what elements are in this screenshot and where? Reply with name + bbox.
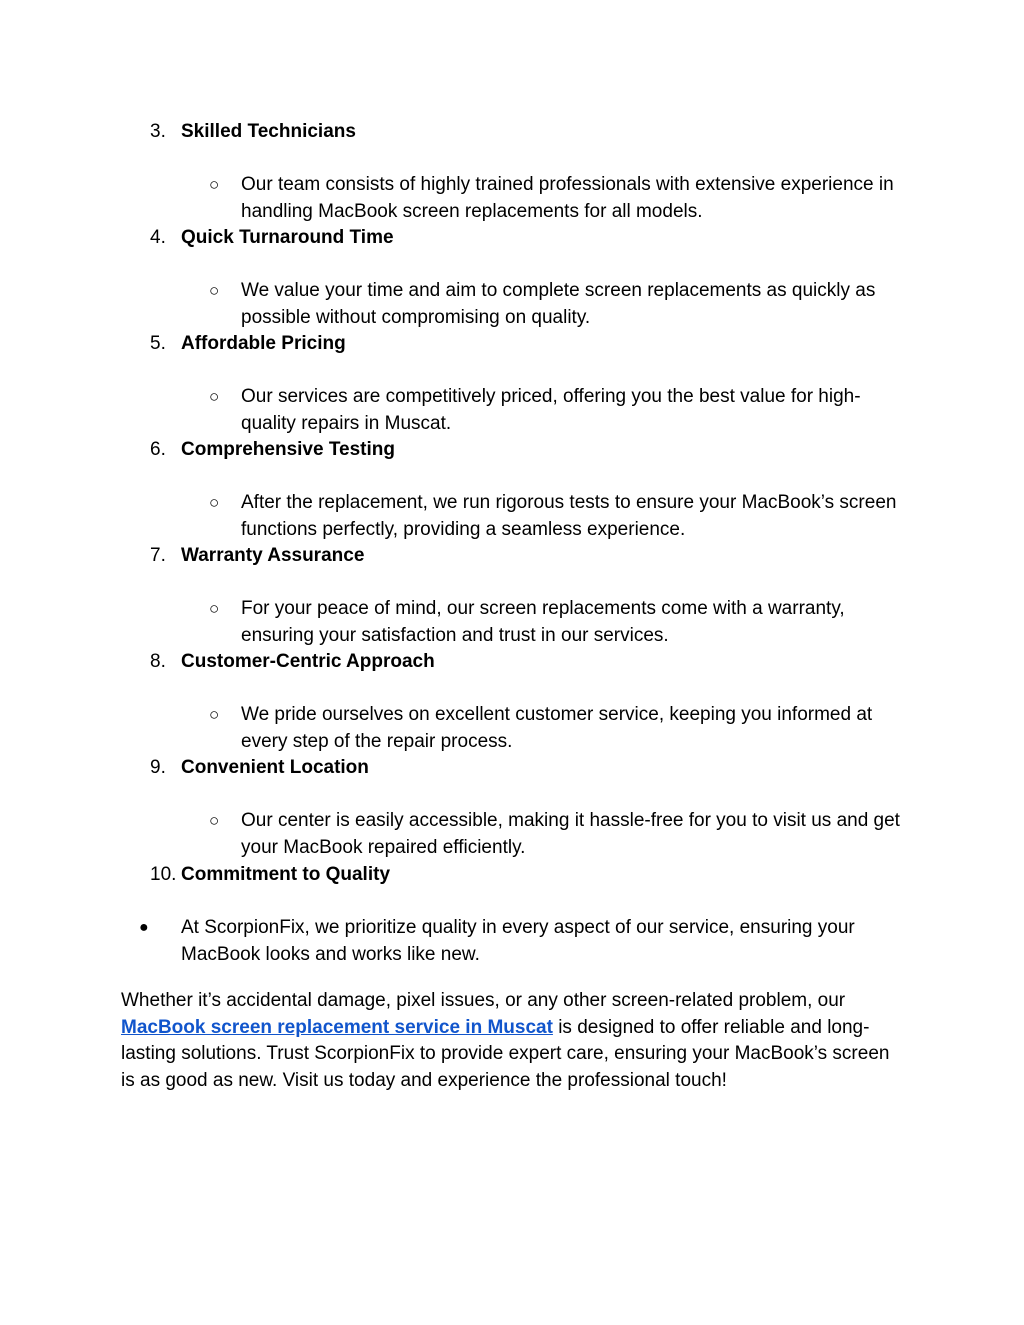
hollow-circle-bullet-icon: ○ (209, 599, 220, 618)
closing-paragraph (121, 988, 901, 1094)
list-title: Warranty Assurance (181, 545, 365, 566)
list-title: Affordable Pricing (181, 333, 346, 354)
list-number: 4. (150, 227, 166, 248)
list-description: We value your time and aim to complete screen replacements as quickly as possible without compromising on quality. (241, 280, 876, 328)
list-description: For your peace of mind, our screen replacements come with a warranty, ensuring your satisfaction and trust in our services. (241, 598, 845, 646)
list-description: After the replacement, we run rigorous tests to ensure your MacBook’s screen functions perfectly, providing a seamless experience. (241, 492, 897, 540)
bullet-text: At ScorpionFix, we prioritize quality in every aspect of our service, ensuring your MacBook looks and works like new. (181, 917, 855, 965)
list-number: 8. (150, 651, 166, 672)
list-number: 10. (150, 864, 177, 885)
list-title: Quick Turnaround Time (181, 227, 394, 248)
list-description: We pride ourselves on excellent customer service, keeping you informed at every step of the repair process. (241, 704, 873, 752)
list-title: Comprehensive Testing (181, 439, 395, 460)
hollow-circle-bullet-icon: ○ (209, 705, 220, 724)
list-number: 3. (150, 121, 166, 142)
list-title: Commitment to Quality (181, 864, 391, 885)
hollow-circle-bullet-icon: ○ (209, 493, 220, 512)
list-description: Our center is easily accessible, making it hassle-free for you to visit us and get your MacBook repaired efficiently. (241, 810, 900, 858)
list-number: 7. (150, 545, 166, 566)
hollow-circle-bullet-icon: ○ (209, 811, 220, 830)
hollow-circle-bullet-icon: ○ (209, 387, 220, 406)
list-description: Our team consists of highly trained professionals with extensive experience in handling MacBook screen replacements for all models. (241, 174, 894, 222)
closing-text-after-link: is designed to offer reliable and long-lasting solutions. Trust ScorpionFix to provide expert care, ensuring your MacBook’s screen is as good as new. Visit us today and experience the professional touch! (121, 1016, 890, 1091)
hollow-circle-bullet-icon: ○ (209, 281, 220, 300)
list-title: Convenient Location (181, 757, 369, 778)
list-description: Our services are competitively priced, offering you the best value for high-quality repairs in Muscat. (241, 386, 861, 434)
service-link[interactable]: MacBook screen replacement service in Muscat (121, 1016, 553, 1038)
closing-text-before-link: Whether it’s accidental damage, pixel issues, or any other screen-related problem, our (121, 990, 846, 1011)
list-number: 5. (150, 333, 166, 354)
list-title: Skilled Technicians (181, 121, 356, 142)
list-number: 9. (150, 757, 166, 778)
hollow-circle-bullet-icon: ○ (209, 175, 220, 194)
list-number: 6. (150, 439, 166, 460)
list-title: Customer-Centric Approach (181, 651, 435, 672)
filled-circle-bullet-icon: ● (139, 919, 149, 936)
